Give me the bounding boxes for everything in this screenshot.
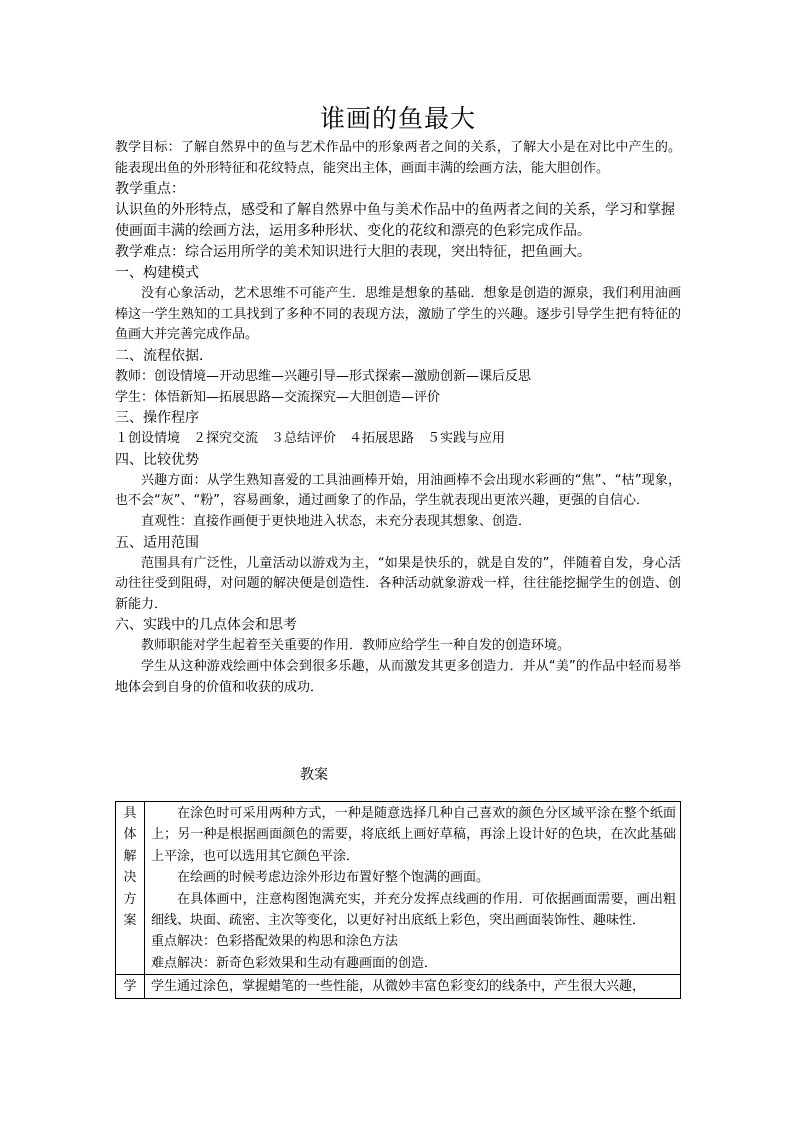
row-label-student: 学 xyxy=(116,975,145,998)
student-paragraph: 学生通过涂色，掌握蜡笔的一些性能，从微妙丰富色彩变幻的线条中，产生很大兴趣， xyxy=(151,979,646,995)
teaching-goal: 教学目标：了解自然界中的鱼与艺术作品中的形象两者之间的关系，了解大小是在对比中产生的。能表现出鱼的外形特征和花纹特点，能突出主体，画面丰满的绘画方法，能大胆创作。 xyxy=(115,140,681,176)
solution-paragraph: 在绘画的时候考虑边涂外形边布置好整个饱满的画面。 xyxy=(177,870,490,886)
section-3-heading: 三、操作程序 xyxy=(115,410,199,427)
section-1-body: 没有心象活动，艺术思维不可能产生．思维是想象的基础．想象是创造的源泉，我们利用油画棒这一学生熟知的工具找到了多种不同的表现方法，激励了学生的兴趣。逐步引导学生把有特征的鱼画大并完善完成作品。 xyxy=(115,286,681,343)
section-3-steps: １创设情境 ２探究交流 ３总结评价 ４拓展思路 ５实践与应用 xyxy=(115,431,506,447)
solution-key-point: 重点解决：色彩搭配效果的构思和涂色方法 xyxy=(151,934,399,950)
row-label-char: 决 xyxy=(123,870,137,886)
solution-paragraph: 在涂色时可采用两种方式，一种是随意选择几种自己喜欢的颜色分区域平涂在整个纸面上；另一种是根据画面颜色的需要，将底纸上画好草稿，再涂上设计好的色块，在次此基础上平涂，也可以选用其它颜色平涂． xyxy=(151,806,676,864)
section-6-heading: 六、实践中的几点体会和思考 xyxy=(115,617,297,634)
section-4-intuitive: 直观性：直接作画便于更快地进入状态，未充分表现其想象、创造． xyxy=(141,513,532,529)
row-content-student xyxy=(145,975,681,998)
section-6-body-1: 教师职能对学生起着至关重要的作用．教师应给学生一种自发的创造环境。 xyxy=(141,638,571,654)
solution-paragraph: 在具体画中，注意构图饱满充实，并充分发挥点线画的作用．可依据画面需要，画出粗细线、块面、疏密、主次等变化，以更好衬出底纸上彩色，突出画面装饰性、趣味性． xyxy=(151,891,676,929)
document-body xyxy=(115,138,681,698)
section-5-heading: 五、适用范围 xyxy=(115,534,199,551)
row-label-char: 解 xyxy=(123,848,137,864)
section-1-heading: 一、构建模式 xyxy=(115,265,199,282)
table-row xyxy=(116,802,681,975)
section-4-heading: 四、比较优势 xyxy=(115,451,199,468)
section-6-body-2: 学生从这种游戏绘画中体会到很多乐趣，从而激发其更多创造力．并从“美”的作品中轻而易举地体会到自身的价值和收获的成功． xyxy=(115,658,681,695)
row-label-char: 具 xyxy=(123,806,137,821)
row-label-solution xyxy=(116,802,145,975)
row-content-solution xyxy=(145,802,681,975)
section-5-body: 范围具有广泛性，儿童活动以游戏为主，“如果是快乐的，就是自发的”，伴随着自发，身心活动往往受到阻碍，对问题的解决便是创造性．各种活动就象游戏一样，往往能挖掘学生的创造、创新能力． xyxy=(115,555,681,612)
row-label-char: 方 xyxy=(123,891,137,907)
lesson-plan-table xyxy=(115,801,681,999)
row-label-char: 体 xyxy=(123,827,137,843)
document-title: 谁画的鱼最大 xyxy=(319,104,476,133)
row-label-char: 案 xyxy=(123,913,137,929)
key-points-body: 认识鱼的外形特点，感受和了解自然界中鱼与美术作品中的鱼两者之间的关系，学习和掌握使画面丰满的绘画方法，运用多种形状、变化的花纹和漂亮的色彩完成作品。 xyxy=(115,202,675,240)
table-row xyxy=(116,975,681,998)
section-4-interest: 兴趣方面：从学生熟知喜爱的工具油画棒开始，用油画棒不会出现水彩画的“焦”、“枯”现象，也不会“灰”、“粉”，容易画象，通过画象了的作品，学生就表现出更浓兴趣，更强的自信心． xyxy=(115,472,681,509)
difficulty-paragraph: 教学难点：综合运用所学的美术知识进行大胆的表现，突出特征，把鱼画大。 xyxy=(115,244,591,261)
section-2-teacher-flow: 教师：创设情境—开动思维—兴趣引导—形式探索—激励创新—课后反思 xyxy=(115,368,532,384)
section-2-heading: 二、流程依据． xyxy=(115,347,213,364)
lesson-plan-subtitle: 教案 xyxy=(300,767,328,783)
solution-difficulty: 难点解决：新奇色彩效果和生动有趣画面的创造． xyxy=(151,955,438,971)
key-points-heading: 教学重点： xyxy=(115,181,185,198)
section-2-student-flow: 学生：体悟新知—拓展思路—交流探究—大胆创造—评价 xyxy=(115,389,441,405)
